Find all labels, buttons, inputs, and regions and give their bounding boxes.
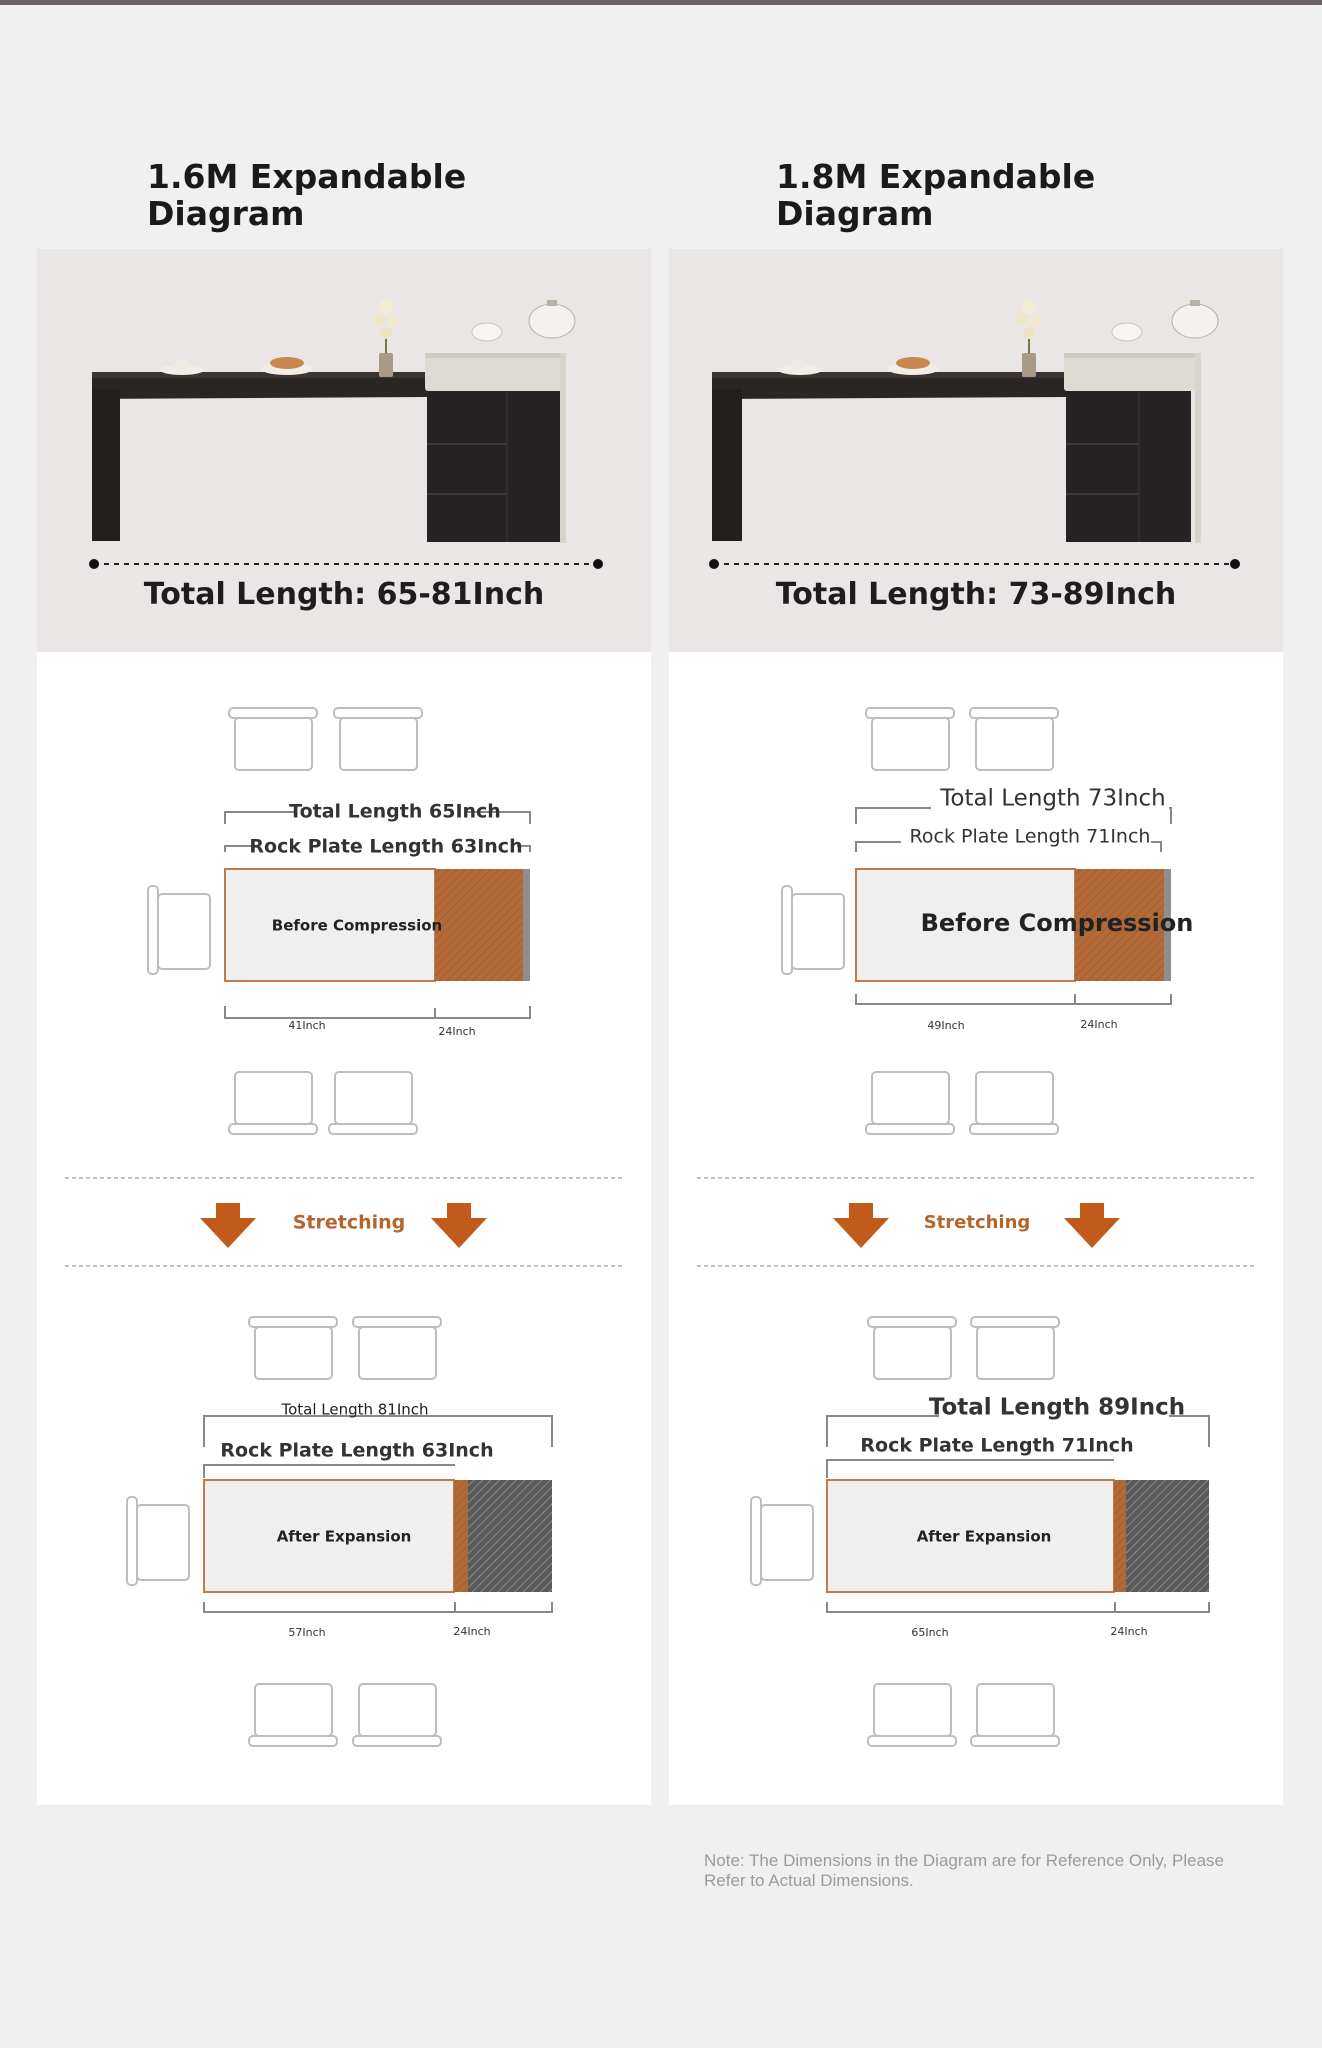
chair-bottom-2 xyxy=(970,1072,1058,1134)
arrow-down-icon xyxy=(200,1203,256,1248)
chair-bottom-2 xyxy=(329,1072,417,1134)
before-rock-length: Rock Plate Length 71Inch xyxy=(909,825,1151,848)
chair-bottom-1 xyxy=(229,1072,317,1134)
chair-top-1 xyxy=(229,708,317,770)
chair-top-2 xyxy=(971,1317,1059,1379)
layout-diagram xyxy=(37,652,651,1805)
layout-diagram xyxy=(669,652,1283,1805)
chair-top-2 xyxy=(353,1317,441,1379)
after-total-length: Total Length 89Inch xyxy=(928,1394,1186,1421)
total-length-range: Total Length: 65-81Inch xyxy=(143,577,545,612)
after-rock-length: Rock Plate Length 71Inch xyxy=(860,1434,1134,1457)
chair-side xyxy=(751,1497,813,1585)
panel-heading: 1.8M Expandable Diagram xyxy=(776,157,1096,233)
chair-bottom-1 xyxy=(866,1072,954,1134)
before-total-length: Total Length 73Inch xyxy=(940,785,1166,812)
chair-top-2 xyxy=(970,708,1058,770)
after-seg1: 57Inch xyxy=(288,1626,326,1639)
chair-top-2 xyxy=(334,708,422,770)
chair-bottom-1 xyxy=(868,1684,956,1746)
stretching-label: Stretching xyxy=(292,1211,406,1234)
before-state-label: Before Compression xyxy=(920,909,1194,937)
before-total-length: Total Length 65Inch xyxy=(289,800,501,823)
after-seg2: 24Inch xyxy=(453,1625,491,1638)
chair-side xyxy=(782,886,844,974)
stretching-label: Stretching xyxy=(923,1212,1031,1233)
chair-top-1 xyxy=(249,1317,337,1379)
arrow-down-icon xyxy=(1064,1203,1120,1248)
desk-photo xyxy=(669,249,1283,652)
chair-top-1 xyxy=(866,708,954,770)
chair-side xyxy=(148,886,210,974)
chair-bottom-2 xyxy=(353,1684,441,1746)
arrow-down-icon xyxy=(431,1203,487,1248)
reference-note: Note: The Dimensions in the Diagram are for Reference Only, Please Refer to Actual Dimensions. xyxy=(704,1851,1225,1890)
chair-top-1 xyxy=(868,1317,956,1379)
before-seg2: 24Inch xyxy=(438,1025,476,1038)
before-seg1: 41Inch xyxy=(288,1019,326,1032)
panel-1-8m xyxy=(669,0,1283,2048)
after-total-length: Total Length 81Inch xyxy=(281,1400,429,1419)
after-seg1: 65Inch xyxy=(911,1626,949,1639)
desk-photo xyxy=(37,249,651,652)
chair-side xyxy=(127,1497,189,1585)
after-rock-length: Rock Plate Length 63Inch xyxy=(220,1439,494,1462)
before-state-label: Before Compression xyxy=(271,916,443,935)
panel-1-6m xyxy=(37,0,651,2048)
chair-bottom-2 xyxy=(971,1684,1059,1746)
after-state-label: After Expansion xyxy=(916,1527,1052,1546)
arrow-down-icon xyxy=(833,1203,889,1248)
total-length-range: Total Length: 73-89Inch xyxy=(775,577,1177,612)
before-rock-length: Rock Plate Length 63Inch xyxy=(249,835,523,858)
chair-bottom-1 xyxy=(249,1684,337,1746)
panel-heading: 1.6M Expandable Diagram xyxy=(147,157,467,233)
before-seg1: 49Inch xyxy=(927,1019,965,1032)
after-state-label: After Expansion xyxy=(276,1527,412,1546)
before-seg2: 24Inch xyxy=(1080,1018,1118,1031)
after-seg2: 24Inch xyxy=(1110,1625,1148,1638)
